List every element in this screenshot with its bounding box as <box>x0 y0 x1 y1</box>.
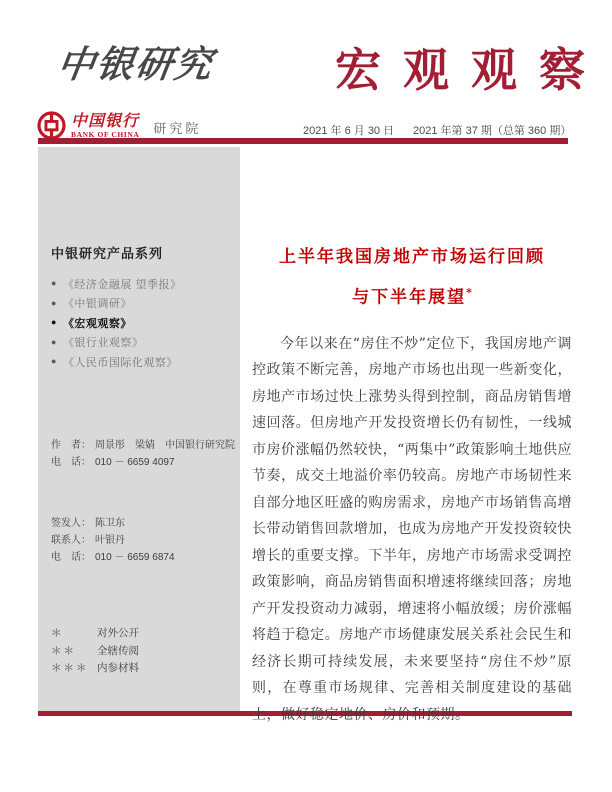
star-marker: ＊ <box>51 627 64 639</box>
report-title-line2: 与下半年展望 <box>352 287 467 308</box>
author-phone-row <box>51 454 235 471</box>
bank-header <box>37 111 201 140</box>
legend-label: 对外公开 <box>97 627 139 639</box>
series-list <box>51 274 182 372</box>
bullet-icon: ● <box>51 336 57 347</box>
issuer-label: 签发人： <box>51 518 91 529</box>
series-title: 中银研究产品系列 <box>51 246 164 261</box>
legend-row-public <box>51 625 139 643</box>
abstract-paragraph: 今年以来在“房住不炒”定位下，我国房地产调控政策不断完善，房地产市场也出现一些新变化，房地产市场过快上涨势头得到控制，商品房销售增速回落。但房地产开发投资增长仍有韧性，一线城市房价涨幅仍然较快，“两集中”政策影响土地供应节奏，成交土地溢价率仍较高。房地产市场韧性来自部分地区旺盛的购房需求，房地产市场销售高增长带动销售回款增加，也成为房地产开发投资较快增长的重要支撑。下半年，房地产市场需求受调控政策影响，商品房销售面积增速将继续回落；房地产开发投资动力减弱，增速将小幅放缓；房价涨幅将趋于稳定。房地产市场健康发展关系社会民生和经济长期可持续发展，未来要坚持“房住不炒”原则，在尊重市场规律、完善相关制度建设的基础上，做好稳定地价、房价和预期。 <box>252 335 572 723</box>
contact-row <box>51 532 175 549</box>
report-title <box>252 240 572 316</box>
bank-of-china-logo-icon <box>37 111 66 140</box>
journal-title: 宏观观察 <box>335 43 607 97</box>
series-item-rmb-internationalization <box>51 352 182 372</box>
bank-name-block <box>71 110 140 139</box>
department-label: 研究院 <box>153 121 202 136</box>
author-value: 周景彤 梁婧 中国银行研究院 <box>95 440 235 451</box>
phone-label: 电 话： <box>51 552 91 563</box>
author-row <box>51 437 235 454</box>
series-item-label: 《人民币国际化观察》 <box>62 356 178 369</box>
main-content <box>252 240 572 728</box>
sidebar <box>38 147 240 711</box>
phone-value: 010 － 6659 6874 <box>95 552 175 563</box>
issue-number: 2021 年第 37 期（总第 360 期） <box>413 125 572 137</box>
legend-label: 全辖传阅 <box>97 644 139 657</box>
bank-name-en: BANK OF CHINA <box>71 129 140 139</box>
report-title-line1: 上半年我国房地产市场运行回顾 <box>279 247 545 267</box>
star-marker: ＊＊＊ <box>51 662 89 674</box>
phone-value: 010 － 6659 4097 <box>95 457 175 468</box>
series-item-macro-observation <box>51 313 182 333</box>
series-item-banking-observation <box>51 333 182 353</box>
legend-row-internal <box>51 643 139 661</box>
contact-label: 联系人： <box>51 535 91 546</box>
bullet-icon: ● <box>51 317 57 328</box>
issuer-row <box>51 515 175 532</box>
top-rule <box>38 138 568 144</box>
contact-phone-row <box>51 549 175 566</box>
series-item-label: 《银行业观察》 <box>62 337 144 350</box>
phone-label: 电 话： <box>51 457 91 468</box>
bullet-icon: ● <box>51 356 57 367</box>
series-item-boc-survey <box>51 294 182 314</box>
author-block <box>51 437 235 471</box>
author-label: 作 者： <box>51 440 91 451</box>
series-item-label: 《中银调研》 <box>62 298 132 311</box>
series-item-label: 《宏观观察》 <box>62 317 132 330</box>
star-marker: ＊＊ <box>51 644 76 657</box>
issue-date: 2021 年 6 月 30 日 <box>303 125 395 137</box>
bank-name-cn: 中国银行 <box>71 110 140 130</box>
legend-label: 内参材料 <box>97 662 139 674</box>
contact-block <box>51 515 175 566</box>
contact-value: 叶银丹 <box>95 535 125 546</box>
series-item-label: 《经济金融展 望季报》 <box>62 278 182 291</box>
legend-row-restricted <box>51 660 139 678</box>
footnote-marker: * <box>466 286 472 299</box>
boc-research-calligraphy-logo: 中银研究 <box>54 42 217 86</box>
bullet-icon: ● <box>51 297 57 308</box>
issuer-value: 陈卫东 <box>95 518 125 529</box>
series-item-economic-outlook <box>51 274 182 294</box>
bullet-icon: ● <box>51 278 57 289</box>
classification-legend <box>51 625 139 678</box>
